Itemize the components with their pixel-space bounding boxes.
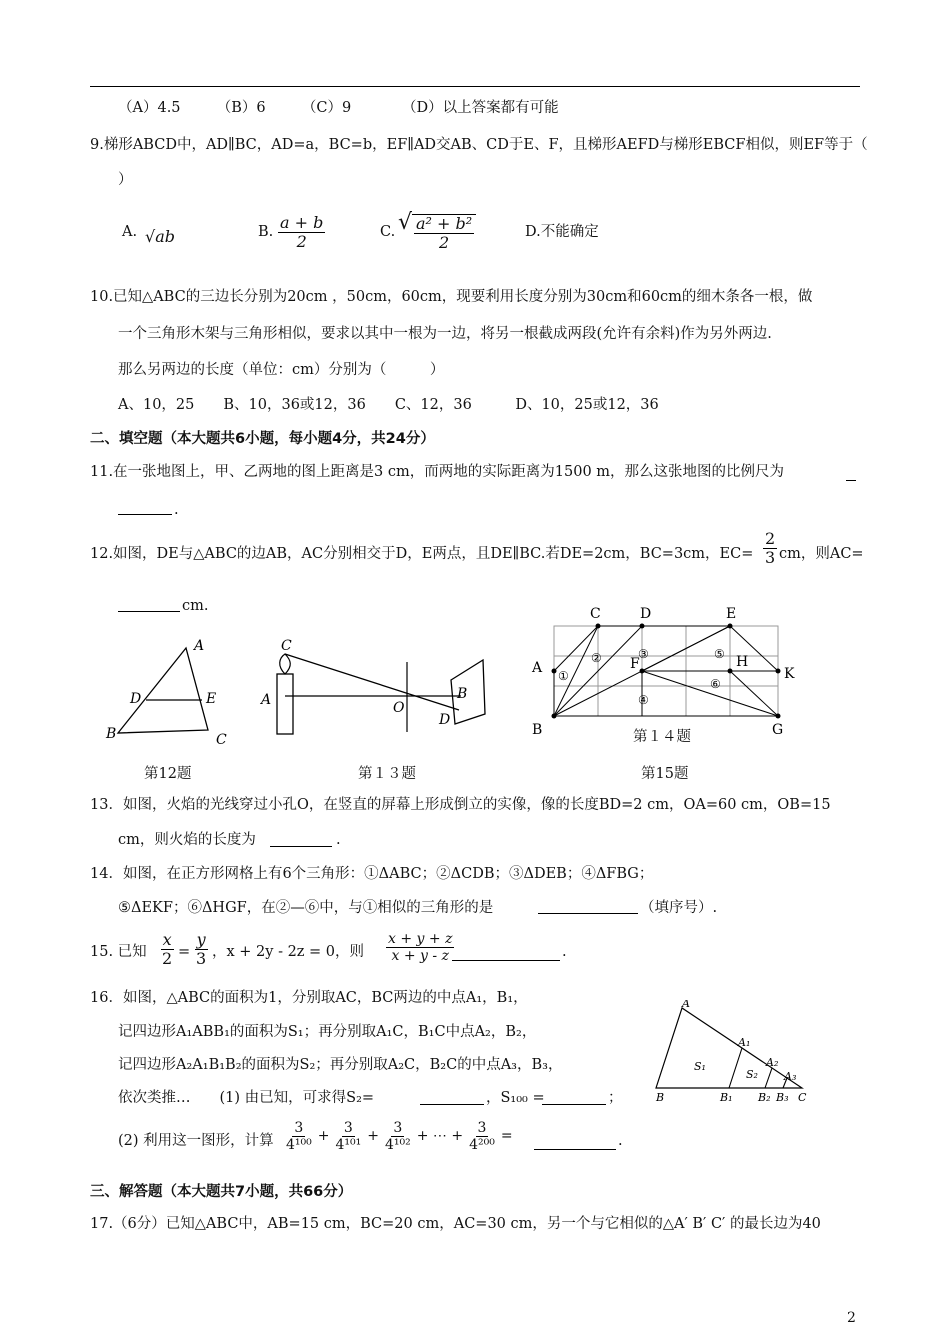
q13-line-1: 13．如图，火焰的光线穿过小孔O，在竖直的屏幕上形成倒立的实像，像的长度BD=2 cm，OA=60 cm，OB=15 xyxy=(90,797,831,813)
q12-fraction xyxy=(761,530,779,568)
header-rule xyxy=(90,86,860,87)
sqrt-icon: √ xyxy=(398,210,413,235)
fig14-region-3: ③ xyxy=(638,647,649,661)
q15-f1-num: x xyxy=(162,930,172,949)
fig12-label-c: C xyxy=(216,732,227,748)
q11-answer-blank[interactable] xyxy=(118,500,172,515)
q16-line-1: 16．如图，△ABC的面积为1，分别取AC，BC两边的中点A₁，B₁， xyxy=(90,990,528,1006)
fig14-region-1: ① xyxy=(558,669,569,683)
q16-t1-num: 3 xyxy=(294,1120,304,1136)
fig14-region-2: ② xyxy=(591,651,602,665)
q15-f3-num: x + y + z xyxy=(388,931,453,947)
q13-answer-blank[interactable] xyxy=(270,832,332,847)
q9-paren: ） xyxy=(118,172,133,188)
fig14-label-d: D xyxy=(640,606,652,622)
q15-frac-y xyxy=(192,931,210,969)
q16-equals: = xyxy=(500,1128,513,1145)
fig14-label-b: B xyxy=(532,722,543,738)
q16-t2-num: 3 xyxy=(343,1120,353,1136)
fig16-label-b: B xyxy=(656,1091,665,1104)
fig16-label-a1: A₁ xyxy=(738,1036,751,1049)
q9c-numerator: a² + b² xyxy=(416,214,473,233)
fig13-label-b: B xyxy=(457,686,468,702)
fig16-label-b1: B₁ xyxy=(720,1091,733,1104)
q9c-denominator: 2 xyxy=(439,233,450,253)
figure-13-pinhole xyxy=(255,632,495,742)
q14-answer-blank[interactable] xyxy=(538,899,638,914)
fig16-label-a2: A₂ xyxy=(766,1056,779,1069)
q9-text: 9.梯形ABCD中，AD∥BC，AD=a，BC=b，EF∥AD交AB、CD于E、F，且梯形AEFD与梯形EBCF相似，则EF等于（ xyxy=(90,137,868,153)
q16-s100-blank[interactable] xyxy=(542,1090,606,1105)
q15-frac-ratio xyxy=(384,931,456,964)
q9b-numerator: a + b xyxy=(280,213,324,232)
q15-f3-den: x + y - z xyxy=(391,948,449,965)
q16-t3-num: 3 xyxy=(393,1120,403,1136)
q16-series-blank[interactable] xyxy=(534,1135,616,1150)
q13-end: . xyxy=(336,832,341,848)
figure-12-triangle xyxy=(100,630,240,750)
q9b-denominator: 2 xyxy=(296,232,307,252)
q15-prefix: 15. 已知 xyxy=(90,944,147,960)
q12-frac-num: 2 xyxy=(765,529,776,548)
q10-line-1: 10.已知△ABC的三边长分别为20cm ，50cm，60cm，现要利用长度分别为30cm和60cm的细木条各一根，做 xyxy=(90,289,813,305)
fig14-label-k: K xyxy=(784,666,795,682)
q9-option-c-frac xyxy=(412,214,476,253)
q15-answer-blank[interactable] xyxy=(452,946,560,961)
q12-line-1a: 12.如图，DE与△ABC的边AB，AC分别相交于D，E两点，且DE∥BC.若DE=2cm，BC=3cm，EC= xyxy=(90,546,754,562)
caption-fig-12: 第12题 xyxy=(144,766,192,782)
fig13-label-d: D xyxy=(439,712,451,728)
fig14-label-e: E xyxy=(726,606,737,622)
section-3-heading: 三、解答题（本大题共7小题，共66分） xyxy=(90,1184,353,1200)
q17-line-1: 17.（6分）已知△ABC中，AB=15 cm，BC=20 cm，AC=30 cm，另一个与它相似的△A′ B′ C′ 的最长边为40 xyxy=(90,1216,821,1232)
q9-option-b-frac xyxy=(276,214,327,252)
figure-16-triangle xyxy=(648,1000,818,1105)
q16-t3-den: 4¹⁰² xyxy=(384,1137,411,1154)
section-2-heading: 二、填空题（本大题共6小题，每小题4分，共24分） xyxy=(90,431,435,447)
q16-end: . xyxy=(618,1133,623,1149)
q10-options: A、10，25 B、10，36或12，36 C、12，36 D、10，25或12，36 xyxy=(118,397,659,413)
q10-line-3: 那么另两边的长度（单位：cm）分别为（ ） xyxy=(118,362,445,378)
q10-line-2: 一个三角形木架与三角形相似，要求以其中一根为一边，将另一根截成两段(允许有余料)作为另外两边. xyxy=(118,326,772,342)
q16-line-4a: 依次类推… (1) 由已知，可求得S₂= xyxy=(118,1090,375,1106)
q14-line-2a: ⑤ΔEKF；⑥ΔHGF，在②—⑥中，与①相似的三角形的是 xyxy=(118,900,494,916)
q11-blank-start[interactable] xyxy=(846,466,856,481)
q15-condition: ，x + 2y - 2z = 0，则 xyxy=(212,944,365,960)
q15-f2-num: y xyxy=(196,930,206,949)
q14-line-2b: （填序号）. xyxy=(640,900,718,916)
fig16-label-s1: S₁ xyxy=(694,1060,706,1073)
q16-plus-1: + xyxy=(317,1128,330,1145)
q16-line-4c: ； xyxy=(608,1090,623,1106)
q9-option-b-label: B. xyxy=(258,224,274,240)
q12-unit: cm. xyxy=(182,598,209,614)
fig14-label-a: A xyxy=(532,660,543,676)
caption-fig-13: 第１３题 xyxy=(358,766,416,782)
page-number: 2 xyxy=(847,1310,856,1326)
caption-fig-14: 第１４题 xyxy=(633,729,691,745)
q12-answer-blank[interactable] xyxy=(118,597,180,612)
fig13-label-a: A xyxy=(261,692,272,708)
caption-fig-15: 第15题 xyxy=(641,766,689,782)
q15-f1-den: 2 xyxy=(162,949,173,969)
q9-option-a-label: A. xyxy=(122,224,138,240)
q14-line-1: 14．如图，在正方形网格上有6个三角形：①ΔABC；②ΔCDB；③ΔDEB；④ΔFBG； xyxy=(90,866,654,882)
q16-series xyxy=(282,1120,513,1153)
q15-end: . xyxy=(562,944,567,960)
q11-line-1: 11.在一张地图上，甲、乙两地的图上距离是3 cm，而两地的实际距离为1500 m，那么这张地图的比例尺为 xyxy=(90,464,785,480)
q16-line-4b: ，S₁₀₀ = xyxy=(486,1090,545,1106)
q9-option-a-math: √ab xyxy=(145,227,175,246)
fig14-region-4: ④ xyxy=(638,693,649,707)
q15-f2-den: 3 xyxy=(196,949,207,969)
fig14-label-h: H xyxy=(736,654,749,670)
q13-line-2a: cm，则火焰的长度为 xyxy=(118,832,256,848)
q16-line-5a: (2) 利用这一图形，计算 xyxy=(118,1133,274,1149)
fig12-label-a: A xyxy=(194,638,205,654)
fig12-label-b: B xyxy=(106,726,117,742)
q12-line-1b: cm，则AC= xyxy=(779,546,864,562)
q8-options: （A）4.5 （B）6 （C）9 （D）以上答案都有可能 xyxy=(118,100,559,116)
q9-option-d: D.不能确定 xyxy=(525,224,599,240)
q15-frac-x xyxy=(158,931,176,969)
q11-end: . xyxy=(174,502,179,518)
q12-frac-den: 3 xyxy=(765,548,776,568)
fig14-region-5: ⑤ xyxy=(714,647,725,661)
q16-ellipsis: + ⋯ + xyxy=(416,1128,464,1145)
fig16-label-b3: B₃ xyxy=(776,1091,789,1104)
q15-equals: = xyxy=(178,944,191,960)
fig16-label-a: A xyxy=(682,1000,690,1010)
fig14-region-6: ⑥ xyxy=(710,677,721,691)
q16-t2-den: 4¹⁰¹ xyxy=(335,1137,362,1154)
fig14-label-f: F xyxy=(630,656,640,672)
q16-s2-blank[interactable] xyxy=(420,1090,484,1105)
fig12-label-e: E xyxy=(206,691,217,707)
q16-t4-num: 3 xyxy=(477,1120,487,1136)
q16-line-2: 记四边形A₁ABB₁的面积为S₁；再分别取A₁C，B₁C中点A₂，B₂， xyxy=(118,1024,537,1040)
fig16-label-b2: B₂ xyxy=(758,1091,771,1104)
q16-t1-den: 4¹⁰⁰ xyxy=(286,1137,312,1154)
q16-plus-2: + xyxy=(367,1128,379,1145)
q9-option-c-label: C. xyxy=(380,224,396,240)
fig16-label-c: C xyxy=(798,1091,807,1104)
q16-t4-den: 4²⁰⁰ xyxy=(469,1137,495,1154)
fig14-label-g: G xyxy=(772,722,784,738)
fig16-label-s2: S₂ xyxy=(746,1068,758,1081)
fig12-label-d: D xyxy=(130,691,142,707)
q16-line-3: 记四边形A₂A₁B₁B₂的面积为S₂；再分别取A₂C，B₂C的中点A₃，B₃， xyxy=(118,1057,563,1073)
fig14-label-c: C xyxy=(590,606,601,622)
fig13-label-o: O xyxy=(393,700,405,716)
fig16-label-a3: A₃ xyxy=(784,1070,797,1083)
fig13-label-c: C xyxy=(281,638,292,654)
